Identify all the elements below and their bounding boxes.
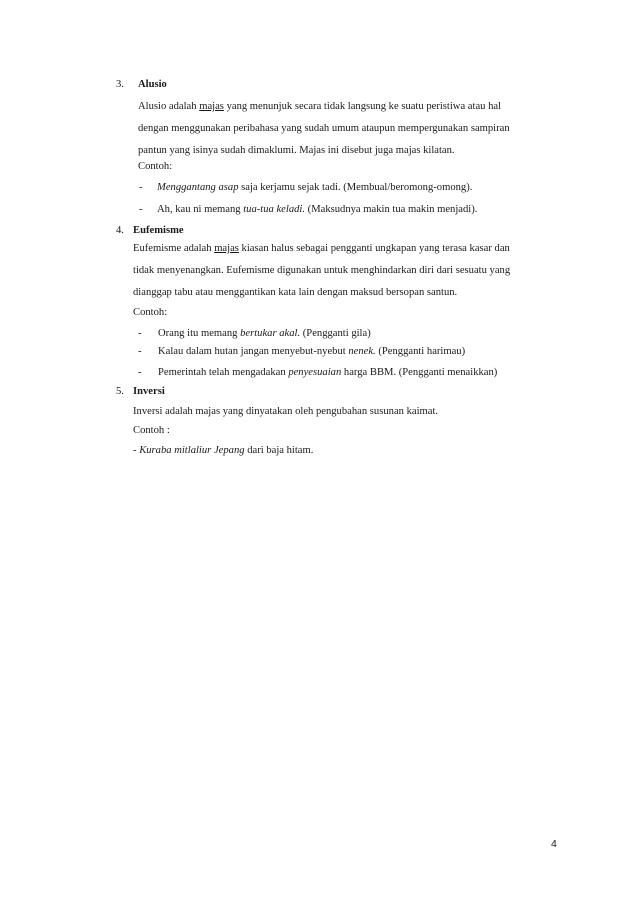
list-bullet: - (138, 328, 142, 339)
list-item: Kalau dalam hutan jangan menyebut-nyebut nenek. (Pengganti harimau) (158, 346, 466, 357)
list-item: - Kuraba mitlaliur Jepang dari baja hitam. (133, 445, 314, 456)
paragraph-line: Alusio adalah majas yang menunjuk secara tidak langsung ke suatu peristiwa atau hal (138, 101, 502, 112)
example-heading: Contoh : (133, 425, 170, 436)
example-heading: Contoh: (133, 307, 168, 318)
list-bullet: - (139, 204, 143, 215)
list-item: Menggantang asap saja kerjamu sejak tadi. (Membual/beromong-omong). (157, 182, 473, 193)
section-title-eufemisme: Eufemisme (133, 225, 184, 236)
list-bullet: - (138, 367, 142, 378)
paragraph-line: pantun yang isinya sudah dimaklumi. Majas ini disebut juga majas kilatan. (138, 145, 455, 156)
paragraph-line: Eufemisme adalah majas kiasan halus sebagai pengganti ungkapan yang terasa kasar dan (133, 243, 510, 254)
list-bullet: - (139, 182, 143, 193)
section-title-inversi: Inversi (133, 386, 165, 397)
example-heading: Contoh: (138, 161, 173, 172)
paragraph-line: dengan menggunakan peribahasa yang sudah umum ataupun mempergunakan sampiran (138, 123, 510, 134)
page-number: 4 (551, 838, 557, 850)
list-bullet: - (138, 346, 142, 357)
list-item: Orang itu memang bertukar akal. (Pengganti gila) (158, 328, 371, 339)
list-item: Pemerintah telah mengadakan penyesuaian harga BBM. (Pengganti menaikkan) (158, 367, 498, 378)
section-number: 5. (116, 386, 124, 397)
section-number: 4. (116, 225, 124, 236)
list-item: Ah, kau ni memang tua-tua keladi. (Maksudnya makin tua makin menjadi). (157, 204, 478, 215)
paragraph-line: Inversi adalah majas yang dinyatakan oleh pengubahan susunan kaimat. (133, 406, 439, 417)
paragraph-line: dianggap tabu atau menggantikan kata lain dengan maksud bersopan santun. (133, 287, 458, 298)
section-title-alusio: Alusio (138, 79, 167, 90)
section-number: 3. (116, 79, 124, 90)
paragraph-line: tidak menyenangkan. Eufemisme digunakan untuk menghindarkan diri dari sesuatu yang (133, 265, 511, 276)
